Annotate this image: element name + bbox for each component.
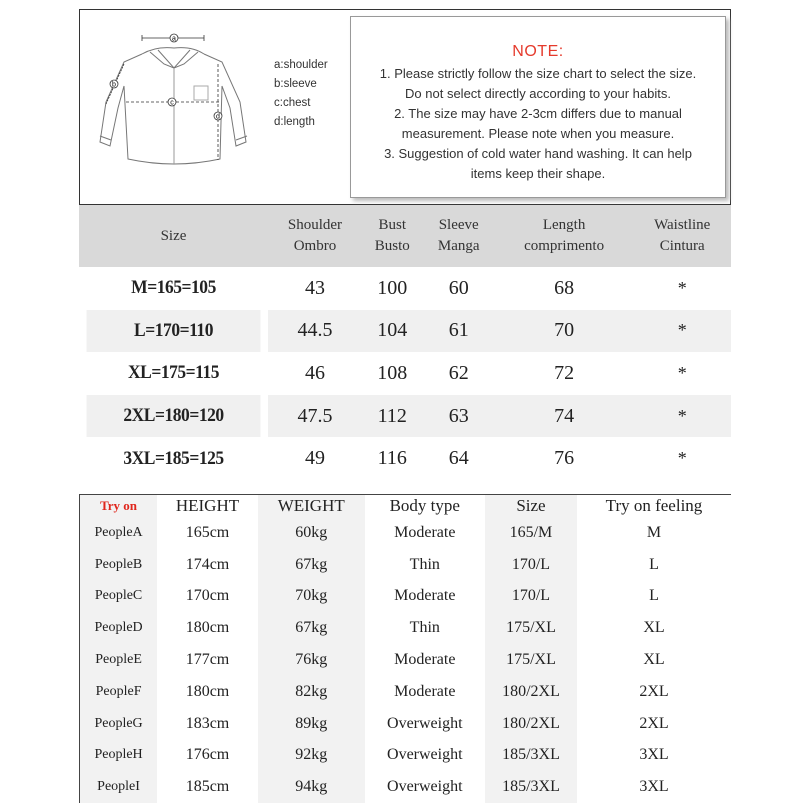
table-row: PeopleG 183cm 89kg Overweight 180/2XL 2XL xyxy=(80,708,732,740)
header-size: Size xyxy=(79,205,268,267)
table-row: PeopleF 180cm 82kg Moderate 180/2XL 2XL xyxy=(80,676,732,708)
legend-chest: c:chest xyxy=(274,97,311,109)
note-line: 1. Please strictly follow the size chart to select the size. xyxy=(379,66,697,81)
header-shoulder: Shoulder Ombro xyxy=(268,205,362,267)
legend-sleeve: b:sleeve xyxy=(274,78,317,90)
legend-length: d:length xyxy=(274,116,315,128)
note-line: measurement. Please note when you measure. xyxy=(401,126,675,141)
table-row: PeopleC 170cm 70kg Moderate 170/L L xyxy=(80,581,732,613)
note-title: NOTE: xyxy=(512,43,564,60)
measurement-legend xyxy=(274,56,328,132)
shirt-diagram-icon xyxy=(84,24,264,174)
marker-a: a xyxy=(172,35,176,43)
try-on-table xyxy=(79,494,731,803)
header-length: Length comprimento xyxy=(495,205,634,267)
table-row: PeopleE 177cm 76kg Moderate 175/XL XL xyxy=(80,644,732,676)
size-chart-table xyxy=(79,205,731,480)
marker-c: c xyxy=(170,99,174,107)
header-size: Size xyxy=(485,495,577,518)
note-box xyxy=(350,16,726,198)
note-line: 2. The size may have 2-3cm differs due to manual xyxy=(394,106,682,121)
info-panel xyxy=(79,9,731,205)
marker-b: b xyxy=(112,81,116,89)
note-text xyxy=(351,64,725,184)
header-body-type: Body type xyxy=(365,495,485,518)
note-line: items keep their shape. xyxy=(470,166,606,181)
table-row: L=170=110 44.5 104 61 70 * xyxy=(79,310,731,353)
header-sleeve: Sleeve Manga xyxy=(423,205,495,267)
table-row: PeopleD 180cm 67kg Thin 175/XL XL xyxy=(80,612,732,644)
header-try-on: Try on xyxy=(80,495,158,518)
header-bust: Bust Busto xyxy=(362,205,423,267)
table-row: 3XL=185=125 49 116 64 76 * xyxy=(123,447,687,470)
table-row: XL=175=115 46 108 62 72 * xyxy=(127,361,687,384)
size-table-header xyxy=(79,205,731,267)
legend-shoulder: a:shoulder xyxy=(274,59,328,71)
header-weight: WEIGHT xyxy=(258,495,365,518)
header-height: HEIGHT xyxy=(157,495,258,518)
table-row: PeopleB 174cm 67kg Thin 170/L L xyxy=(80,549,732,581)
table-row: PeopleH 176cm 92kg Overweight 185/3XL 3XL xyxy=(80,740,732,772)
table-row: PeopleI 185cm 94kg Overweight 185/3XL 3XL xyxy=(80,771,732,803)
marker-d: d xyxy=(216,113,220,121)
table-row: 2XL=180=120 47.5 112 63 74 * xyxy=(79,395,731,438)
note-line: 3. Suggestion of cold water hand washing. It can help xyxy=(384,146,692,161)
header-feeling: Try on feeling xyxy=(577,495,731,518)
header-waistline: Waistline Cintura xyxy=(633,205,731,267)
try-on-header xyxy=(80,495,732,518)
table-row: M=165=105 43 100 60 68 * xyxy=(131,276,687,299)
table-row: PeopleA 165cm 60kg Moderate 165/M M xyxy=(80,517,732,549)
note-line: Do not select directly according to your habits. xyxy=(405,86,671,101)
